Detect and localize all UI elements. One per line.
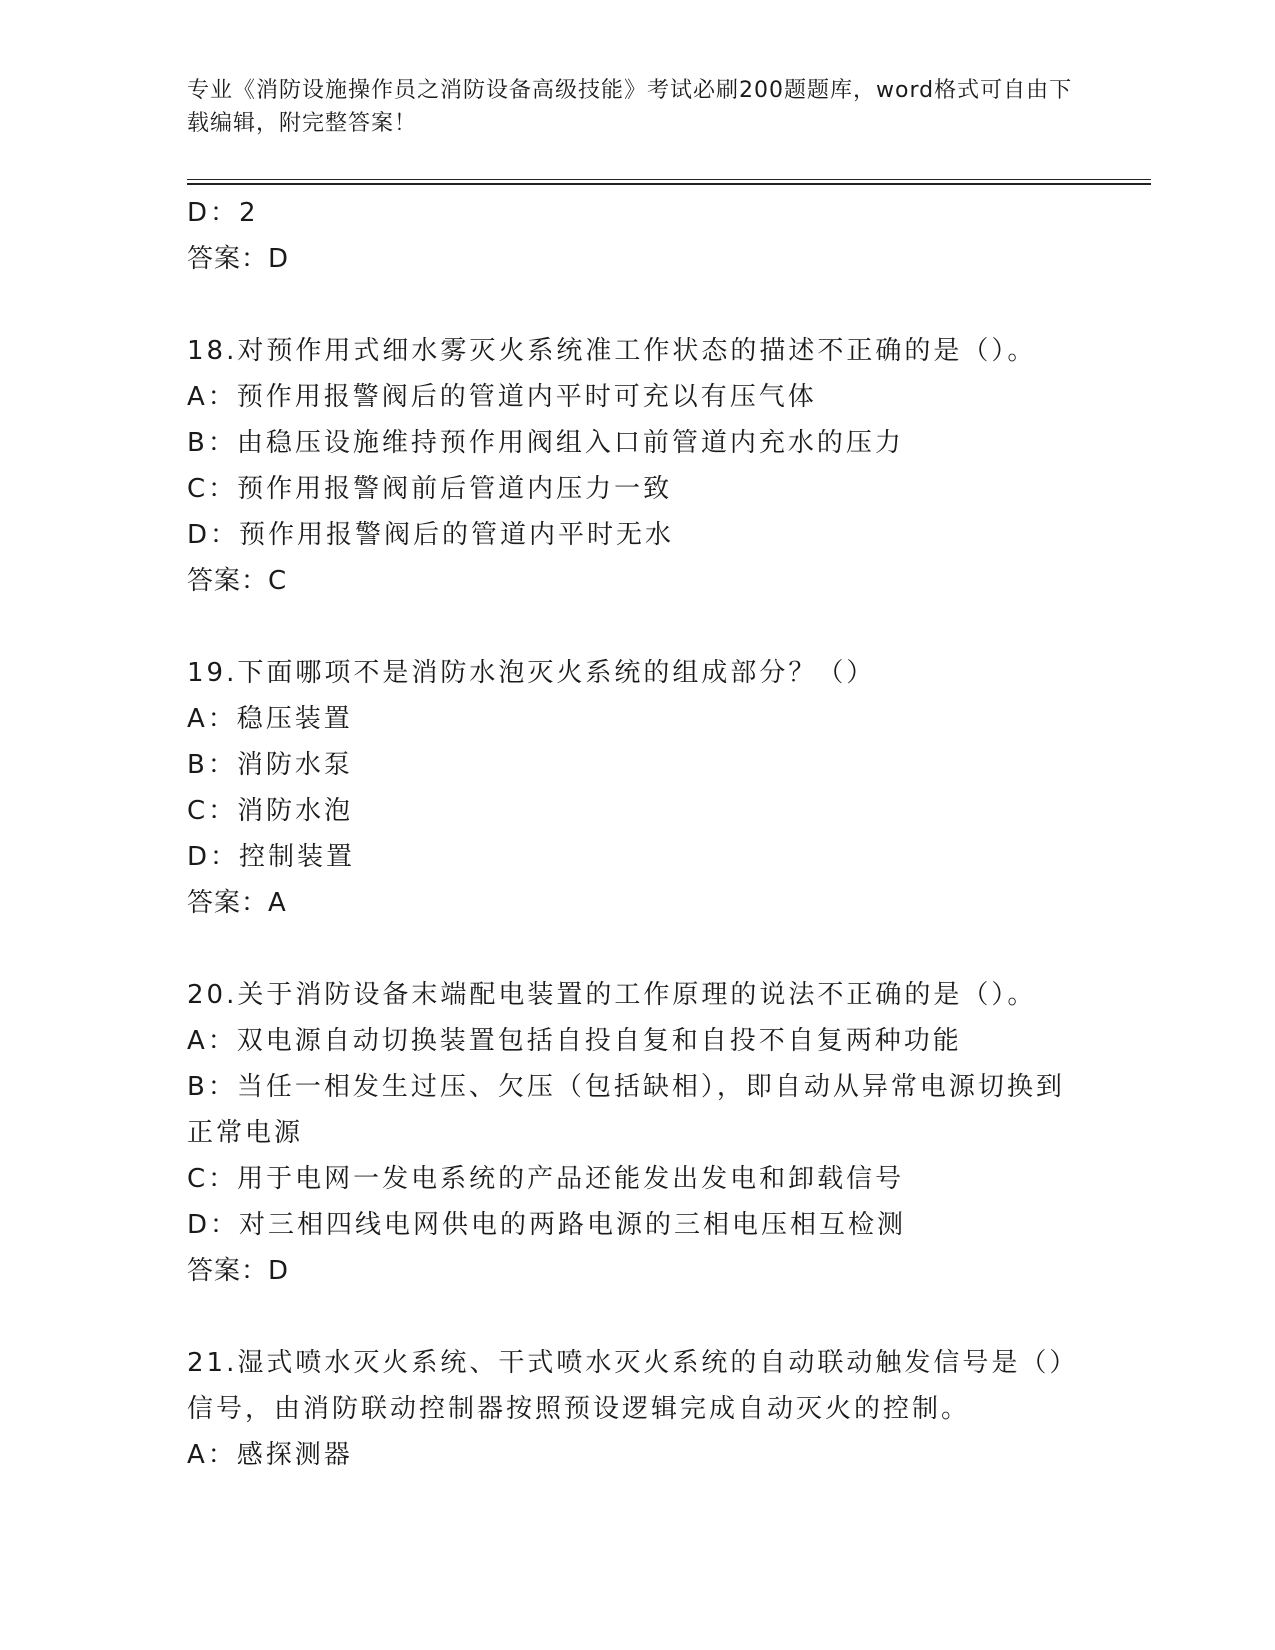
option-c: C：预作用报警阀前后管道内压力一致 <box>187 474 673 504</box>
option-a: A：双电源自动切换装置包括自投自复和自投不自复两种功能 <box>187 1026 962 1056</box>
option-d: D：对三相四线电网供电的两路电源的三相电压相互检测 <box>187 1210 907 1240</box>
option-b: B：由稳压设施维持预作用阀组入口前管道内充水的压力 <box>187 428 904 458</box>
option-d: D：预作用报警阀后的管道内平时无水 <box>187 520 675 550</box>
question-stem: 18.对预作用式细水雾灭火系统准工作状态的描述不正确的是（）。 <box>187 336 1037 366</box>
question-19 <box>187 650 1087 926</box>
option-a: A：感探测器 <box>187 1440 353 1470</box>
document-header: 专业《消防设施操作员之消防设备高级技能》考试必刷200题题库，word格式可自由下载编辑，附完整答案！ <box>187 78 1073 136</box>
header-divider-thin <box>187 179 1151 180</box>
option-c: C：消防水泡 <box>187 796 354 826</box>
option-b: B：当任一相发生过压、欠压（包括缺相），即自动从异常电源切换到正常电源 <box>187 1072 1065 1148</box>
question-stem: 20.关于消防设备末端配电装置的工作原理的说法不正确的是（）。 <box>187 980 1037 1010</box>
spacer <box>187 926 1087 972</box>
option-a: A：稳压装置 <box>187 704 353 734</box>
option-b: B：消防水泵 <box>187 750 353 780</box>
option-d: D：2 <box>187 198 259 228</box>
answer-line: 答案：D <box>187 244 290 274</box>
spacer <box>187 282 1087 328</box>
spacer <box>187 604 1087 650</box>
question-18 <box>187 328 1087 604</box>
option-d: D：控制装置 <box>187 842 356 872</box>
answer-line: 答案：C <box>187 566 288 596</box>
option-c: C：用于电网一发电系统的产品还能发出发电和卸载信号 <box>187 1164 905 1194</box>
question-stem: 21.湿式喷水灭火系统、干式喷水灭火系统的自动联动触发信号是（）信号，由消防联动控制器按照预设逻辑完成自动灭火的控制。 <box>187 1348 1079 1424</box>
question-20 <box>187 972 1087 1294</box>
answer-line: 答案：D <box>187 1256 290 1286</box>
option-a: A：预作用报警阀后的管道内平时可充以有压气体 <box>187 382 817 412</box>
spacer <box>187 1294 1087 1340</box>
header-divider-thick <box>187 183 1151 185</box>
question-list <box>187 190 1087 1478</box>
question-stem: 19.下面哪项不是消防水泡灭火系统的组成部分？（） <box>187 658 876 688</box>
answer-line: 答案：A <box>187 888 287 918</box>
question-21 <box>187 1340 1087 1478</box>
